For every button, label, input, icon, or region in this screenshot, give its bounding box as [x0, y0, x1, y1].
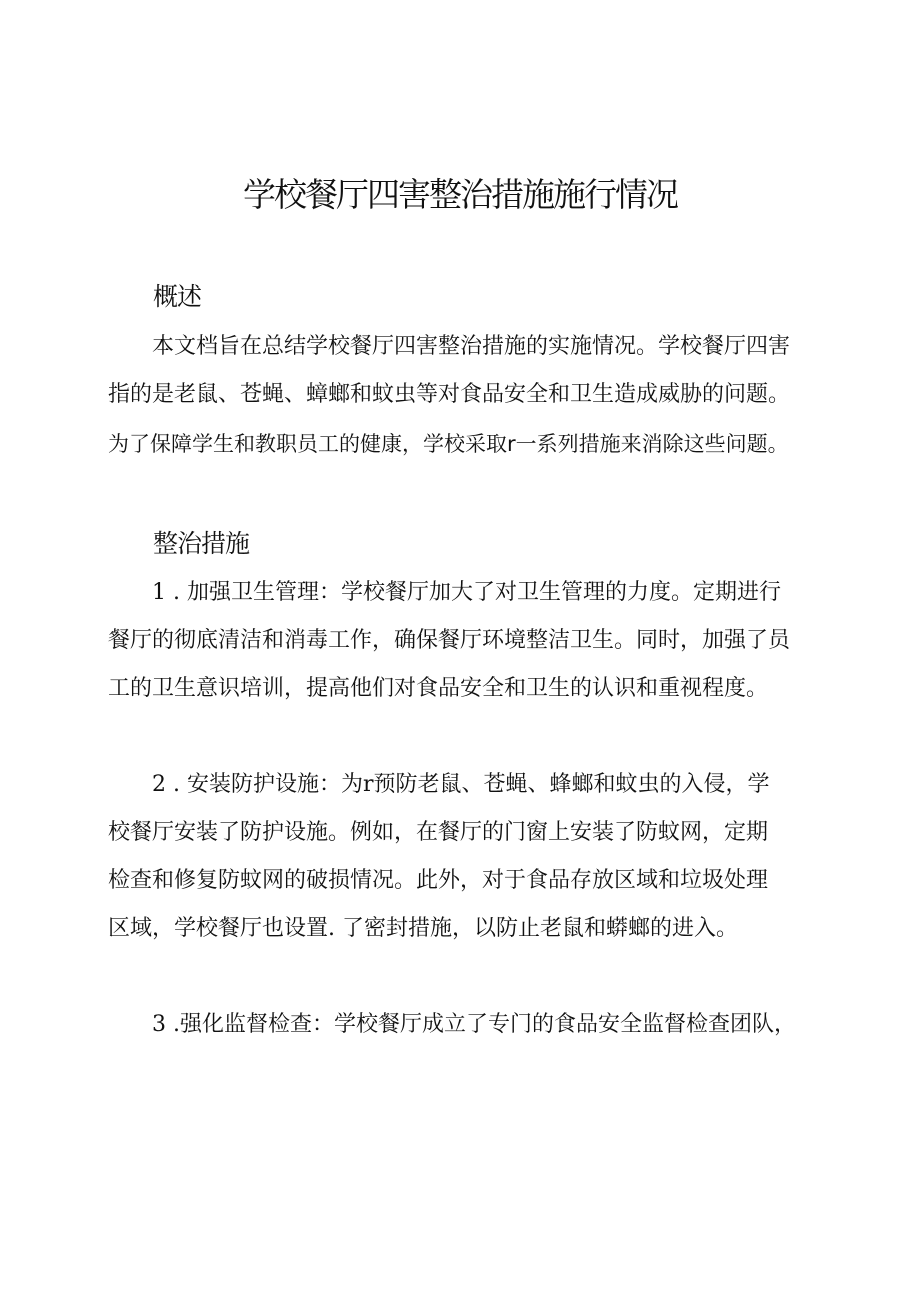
paragraph-line: 本文档旨在总结学校餐厅四害整治措施的实施情况。学校餐厅四害: [152, 334, 791, 359]
paragraph-line: 为了保障学生和教职员工的健康，学校采取r一系列措施来消除这些问题。: [108, 432, 789, 456]
section-heading-overview: 概述: [153, 282, 202, 311]
list-item-line: 3 .强化监督检查：学校餐厅成立了专门的食品安全监督检查团队，: [152, 1012, 796, 1037]
list-item-line: 1 . 加强卫生管理：学校餐厅加大了对卫生管理的力度。定期进行: [152, 580, 781, 605]
document-title: 学校餐厅四害整治措施施行情况: [243, 175, 677, 214]
list-item-line: 工的卫生意识培训，提高他们对食品安全和卫生的认识和重视程度。: [108, 676, 769, 701]
section-heading-measures: 整治措施: [153, 529, 250, 558]
list-item-line: 校餐厅安装了防护设施。例如，在餐厅的门窗上安装了防蚊网，定期: [108, 820, 769, 845]
list-item-line: 2 . 安装防护设施：为r预防老鼠、苍蝇、蜂螂和蚊虫的入侵，学: [152, 772, 770, 797]
list-item-line: 餐厅的彻底清洁和消毒工作，确保餐厅环境整洁卫生。同时，加强了员: [108, 628, 791, 653]
paragraph-line: 指的是老鼠、苍蝇、蟑螂和蚊虫等对食品安全和卫生造成威胁的问题。: [108, 382, 791, 407]
list-item-line: 检查和修复防蚊网的破损情况。此外，对于食品存放区域和垃圾处理: [108, 868, 769, 893]
list-item-line: 区域，学校餐厅也设置. 了密封措施，以防止老鼠和蟒螂的进入。: [108, 916, 738, 941]
